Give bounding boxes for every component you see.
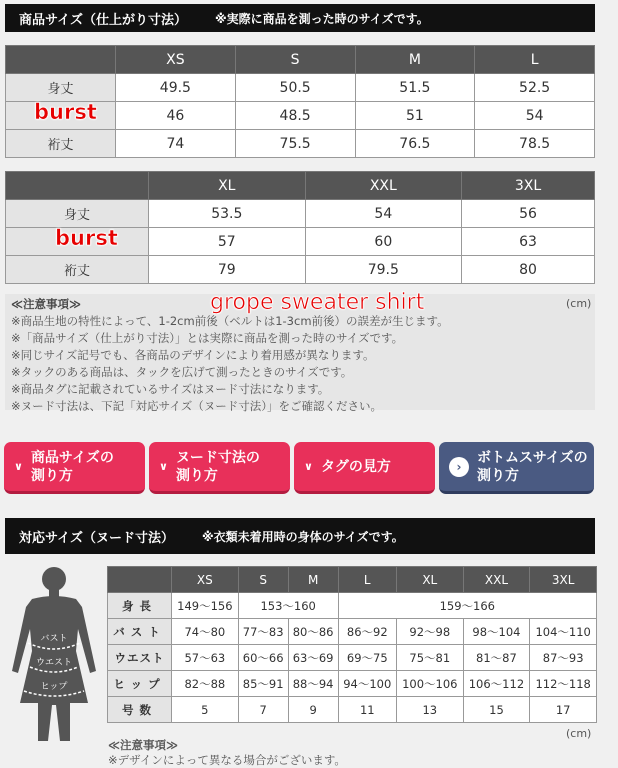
size-header: S	[238, 567, 288, 593]
table-header-row	[6, 172, 595, 200]
table-cell: 149～156	[172, 593, 239, 619]
table-row	[6, 74, 595, 102]
table-cell: 86～92	[338, 619, 396, 645]
table-cell: 88～94	[288, 671, 338, 697]
note-line: ※タックのある商品は、タックを広げて測ったときのサイズです。	[11, 365, 353, 379]
table-cell: 87～93	[530, 645, 597, 671]
table-cell: 54	[475, 102, 595, 130]
overlay-burst-label: burst	[55, 226, 118, 250]
button-label: タグの見方	[320, 458, 391, 475]
size-header: 3XL	[462, 172, 595, 200]
table-cell: 5	[172, 697, 239, 723]
button-label: 商品サイズの 測り方	[30, 449, 114, 484]
table-row	[6, 130, 595, 158]
table-cell: 85～91	[238, 671, 288, 697]
note-line: ※商品生地の特性によって、1-2cm前後（ベルトは1-3cm前後）の誤差が生じます。	[11, 314, 449, 328]
table-cell: 79.5	[305, 256, 462, 284]
note-line: ※同じサイズ記号でも、各商品のデザインにより着用感が異なります。	[11, 348, 375, 362]
table-cell: 104～110	[530, 619, 597, 645]
table-row	[108, 645, 597, 671]
nude-size-howto-button[interactable]	[149, 442, 290, 494]
size-header: L	[475, 46, 595, 74]
table-cell: 159～166	[338, 593, 596, 619]
table-cell: 54	[305, 200, 462, 228]
table-cell: 17	[530, 697, 597, 723]
table-cell: 13	[396, 697, 463, 723]
note-line: ※商品タグに記載されているサイズはヌード寸法になります。	[11, 382, 330, 396]
table-cell: 81～87	[463, 645, 530, 671]
table-cell: 78.5	[475, 130, 595, 158]
note-line: ※「商品サイズ（仕上がり寸法）」とは実際に商品を測った時のサイズです。	[11, 331, 404, 345]
nude-size-title: 対応サイズ（ヌード寸法）	[19, 530, 174, 546]
row-label: 身丈	[6, 74, 116, 102]
size-header: XL	[396, 567, 463, 593]
table-cell: 106～112	[463, 671, 530, 697]
size-header: S	[235, 46, 355, 74]
nude-size-table	[107, 566, 597, 723]
chevron-down-icon: ∨	[14, 459, 23, 473]
table-cell: 51	[355, 102, 475, 130]
table-cell: 53.5	[149, 200, 306, 228]
chevron-down-icon: ∨	[304, 459, 313, 473]
table-cell: 9	[288, 697, 338, 723]
tag-guide-button[interactable]	[294, 442, 435, 494]
corner-cell	[108, 567, 172, 593]
table-cell: 92～98	[396, 619, 463, 645]
row-label: 身長	[108, 593, 172, 619]
table-cell: 76.5	[355, 130, 475, 158]
size-header: M	[355, 46, 475, 74]
product-size-howto-button[interactable]	[4, 442, 145, 494]
table-row	[108, 671, 597, 697]
table-cell: 52.5	[475, 74, 595, 102]
table-cell: 77～83	[238, 619, 288, 645]
table-row	[108, 593, 597, 619]
table-cell: 46	[116, 102, 236, 130]
unit-label: (cm)	[566, 727, 592, 740]
table-row	[6, 256, 595, 284]
note-line: ※ヌード寸法は、下記「対応サイズ（ヌード寸法）」をご確認ください。	[11, 399, 382, 413]
table-cell: 153～160	[238, 593, 338, 619]
row-label: 身丈	[6, 200, 149, 228]
corner-cell	[6, 46, 116, 74]
row-label: 裄丈	[6, 256, 149, 284]
bottoms-size-howto-button[interactable]	[439, 442, 594, 494]
notes-heading: ≪注意事項≫	[108, 738, 179, 752]
corner-cell	[6, 172, 149, 200]
table-cell: 50.5	[235, 74, 355, 102]
table-cell: 15	[463, 697, 530, 723]
table-cell: 63	[462, 228, 595, 256]
size-header: XS	[116, 46, 236, 74]
chevron-down-icon: ∨	[159, 459, 168, 473]
product-size-title: 商品サイズ（仕上がり寸法）	[19, 12, 187, 28]
table-row	[108, 697, 597, 723]
nude-size-header	[5, 518, 595, 554]
product-size-subtitle: ※実際に商品を測った時のサイズです。	[214, 11, 429, 26]
table-cell: 98～104	[463, 619, 530, 645]
table-cell: 69～75	[338, 645, 396, 671]
table-cell: 56	[462, 200, 595, 228]
row-label: 裄丈	[6, 130, 116, 158]
table-cell: 48.5	[235, 102, 355, 130]
size-header: 3XL	[530, 567, 597, 593]
table-row	[6, 200, 595, 228]
table-cell: 100～106	[396, 671, 463, 697]
table-cell: 75.5	[235, 130, 355, 158]
table-cell: 11	[338, 697, 396, 723]
table-cell: 75～81	[396, 645, 463, 671]
table-cell: 74	[116, 130, 236, 158]
table-header-row	[108, 567, 597, 593]
silhouette-bust-label: バスト	[40, 634, 68, 644]
silhouette-waist-label: ウエスト	[35, 658, 73, 668]
size-header: XL	[149, 172, 306, 200]
button-label: ヌード寸法の 測り方	[175, 449, 260, 484]
unit-label: (cm)	[566, 297, 592, 310]
size-header: XS	[172, 567, 239, 593]
chevron-right-icon: ›	[449, 457, 469, 477]
table-cell: 63～69	[288, 645, 338, 671]
table-cell: 82～88	[172, 671, 239, 697]
nude-size-subtitle: ※衣類未着用時の身体のサイズです。	[201, 529, 404, 544]
table-cell: 57	[149, 228, 306, 256]
row-label: ヒップ	[108, 671, 172, 697]
table-cell: 60～66	[238, 645, 288, 671]
table-row	[108, 619, 597, 645]
table-cell: 79	[149, 256, 306, 284]
table-header-row	[6, 46, 595, 74]
table-cell: 94～100	[338, 671, 396, 697]
button-label: ボトムスサイズの 測り方	[477, 449, 588, 484]
notes-heading: ≪注意事項≫	[11, 297, 82, 311]
row-label: ウエスト	[108, 645, 172, 671]
table-cell: 49.5	[116, 74, 236, 102]
table-cell: 112～118	[530, 671, 597, 697]
size-header: XXL	[305, 172, 462, 200]
overlay-product-name: grope sweater shirt	[210, 290, 425, 315]
table-cell: 80	[462, 256, 595, 284]
body-silhouette-icon	[8, 563, 100, 741]
size-header: L	[338, 567, 396, 593]
table-cell: 60	[305, 228, 462, 256]
nude-notes	[108, 738, 346, 768]
silhouette-hip-label: ヒップ	[40, 682, 68, 692]
size-header: M	[288, 567, 338, 593]
table-cell: 7	[238, 697, 288, 723]
size-header: XXL	[463, 567, 530, 593]
row-label: 号数	[108, 697, 172, 723]
table-cell: 51.5	[355, 74, 475, 102]
overlay-burst-label: burst	[34, 100, 97, 124]
row-label: バスト	[108, 619, 172, 645]
table-cell: 80～86	[288, 619, 338, 645]
table-cell: 57～63	[172, 645, 239, 671]
note-line: ※デザインによって異なる場合がございます。	[108, 753, 346, 767]
product-size-header	[5, 4, 595, 32]
table-cell: 74～80	[172, 619, 239, 645]
